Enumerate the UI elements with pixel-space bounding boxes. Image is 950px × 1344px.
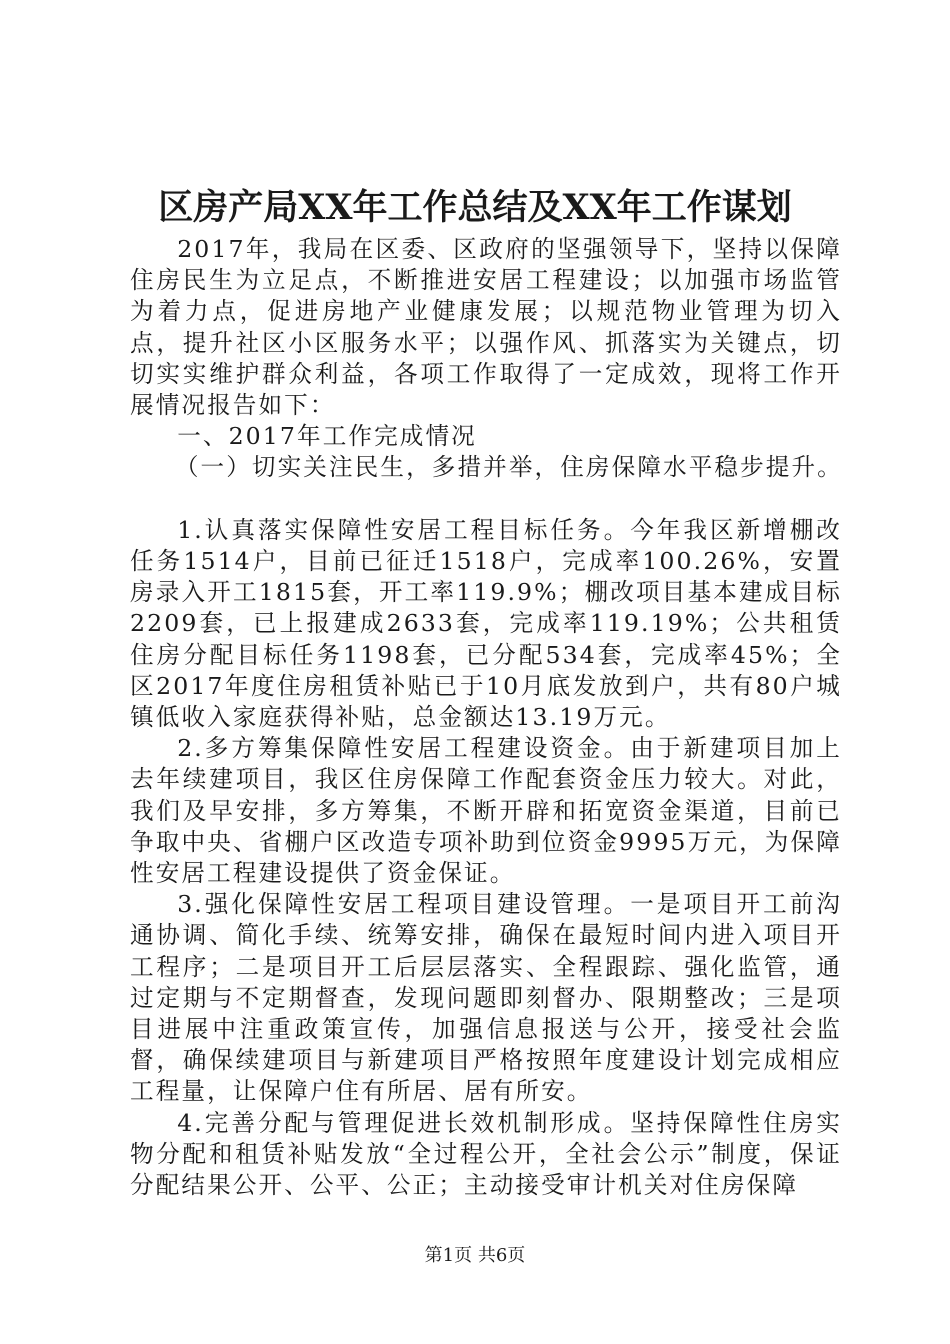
paragraph-3: 3.强化保障性安居工程项目建设管理。一是项目开工前沟通协调、简化手续、统筹安排，确保在最短时间内进入项目开工程序；二是项目开工后层层落实、全程跟踪、强化监管，通过定期与不定期督查，发现问题即刻督办、限期整改；三是项目进展中注重政策宣传，加强信息报送与公开，接受社会监督，确保续建项目与新建项目严格按照年度建设计划完成相应工程量，让保障户住有所居、居有所安。	[130, 890, 842, 1106]
subsection-heading-1: （一）切实关注民生，多措并举，住房保障水平稳步提升。	[174, 453, 843, 482]
intro-paragraph: 2017年，我局在区委、区政府的坚强领导下，坚持以保障住房民生为立足点，不断推进安居工程建设；以加强市场监管为着力点，促进房地产业健康发展；以规范物业管理为切入点，提升社区小区服务水平；以强作风、抓落实为关键点，切切实实维护群众利益，各项工作取得了一定成效，现将工作开展情况报告如下：	[130, 235, 842, 420]
document-body	[130, 234, 842, 1201]
paragraph-1: 1.认真落实保障性安居工程目标任务。今年我区新增棚改任务1514户，目前已征迁1518户，完成率100.26%，安置房录入开工1815套，开工率119.9%；棚改项目基本建成目标2209套，已上报建成2633套，完成率119.19%；公共租赁住房分配目标任务1198套，已分配534套，完成率45%；全区2017年度住房租赁补贴已于10月底发放到户，共有80户城镇低收入家庭获得补贴，总金额达13.19万元。	[130, 515, 842, 732]
paragraph-spacer	[130, 484, 842, 515]
page-footer: 第1页 共6页	[424, 1245, 526, 1266]
paragraph-4: 4.完善分配与管理促进长效机制形成。坚持保障性住房实物分配和租赁补贴发放“全过程公开，全社会公示”制度，保证分配结果公开、公平、公正；主动接受审计机关对住房保障	[130, 1108, 842, 1200]
document-title: 区房产局XX年工作总结及XX年工作谋划	[158, 187, 792, 228]
section-heading-1: 一、2017年工作完成情况	[177, 422, 477, 451]
paragraph-2: 2.多方筹集保障性安居工程建设资金。由于新建项目加上去年续建项目，我区住房保障工作配套资金压力较大。对此，我们及早安排，多方筹集，不断开辟和拓宽资金渠道，目前已争取中央、省棚户区改造专项补助到位资金9995万元，为保障性安居工程建设提供了资金保证。	[130, 734, 842, 888]
